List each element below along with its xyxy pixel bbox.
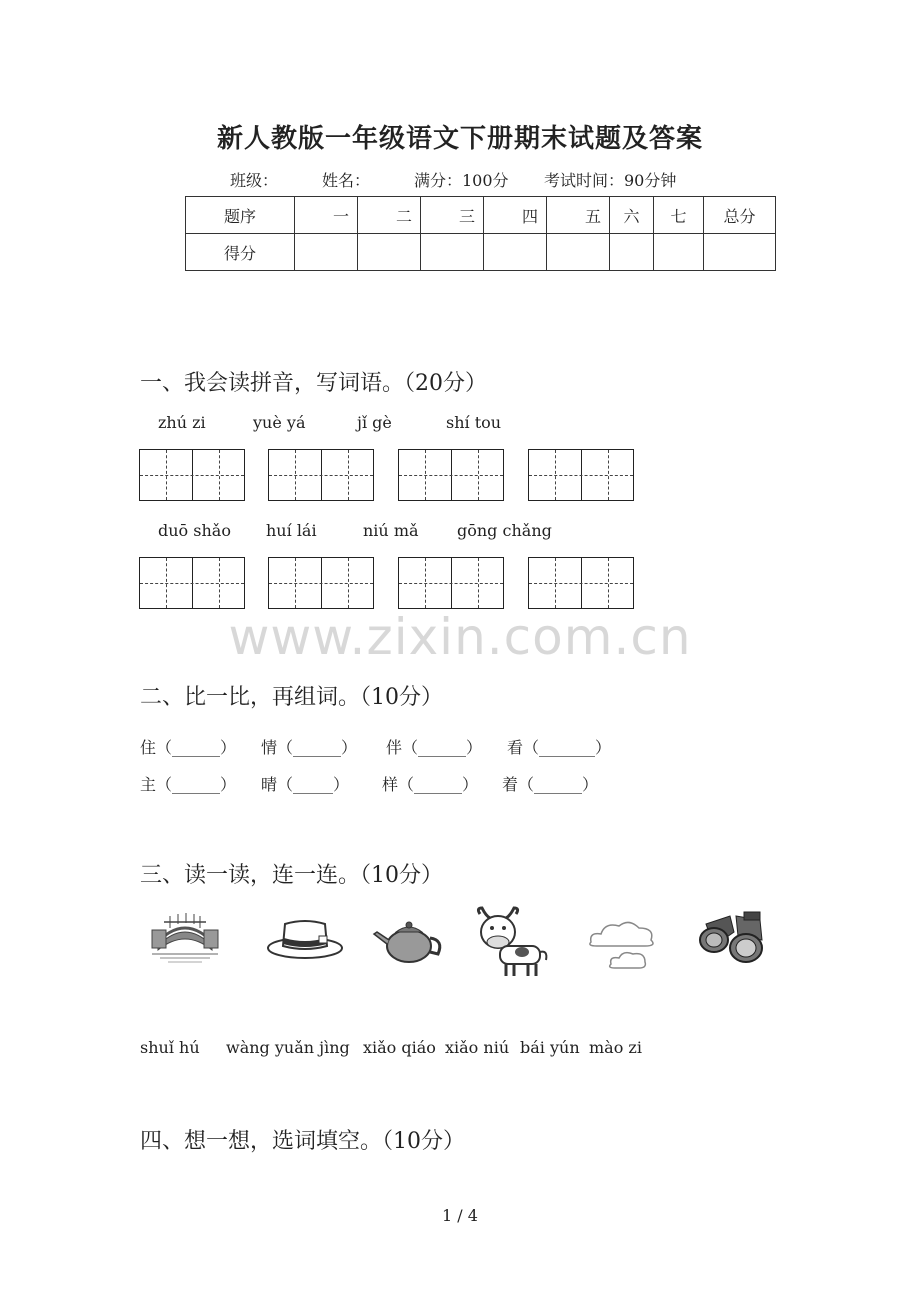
- page-title: 新人教版一年级语文下册期末试题及答案: [216, 124, 703, 154]
- section2-heading: 二、比一比，再组词。（10分）: [140, 685, 443, 710]
- score-input-cell[interactable]: [421, 234, 484, 271]
- section4-heading: 四、想一想，选词填空。（10分）: [140, 1129, 465, 1154]
- score-input-cell[interactable]: [654, 234, 704, 271]
- pinyin-label: huí lái: [266, 521, 317, 540]
- exam-time: 考试时间：90分钟: [544, 171, 677, 190]
- bridge-icon: [150, 908, 220, 964]
- score-input-cell[interactable]: [547, 234, 610, 271]
- cloud-icon: [585, 916, 661, 972]
- pinyin-word: xiǎo qiáo: [363, 1038, 436, 1057]
- score-header-cell: 六: [610, 197, 654, 234]
- writing-grid[interactable]: [268, 557, 374, 609]
- score-input-cell[interactable]: [295, 234, 358, 271]
- score-header-cell: 题序: [186, 197, 295, 234]
- pinyin-label: zhú zi: [158, 413, 206, 432]
- score-table-row: [186, 234, 776, 271]
- score-input-cell[interactable]: [704, 234, 776, 271]
- pinyin-label: jǐ gè: [357, 413, 392, 432]
- page-number: 1 / 4: [442, 1206, 478, 1225]
- pinyin-word: mào zi: [589, 1038, 642, 1057]
- pinyin-label: yuè yá: [253, 413, 306, 432]
- writing-grid[interactable]: [398, 557, 504, 609]
- pinyin-label: niú mǎ: [363, 521, 419, 540]
- word-blank[interactable]: 样（______）: [382, 775, 479, 794]
- full-score: 满分：100分: [414, 171, 509, 190]
- pinyin-word: wàng yuǎn jìng: [226, 1038, 350, 1057]
- section1-heading: 一、我会读拼音，写词语。（20分）: [140, 371, 487, 396]
- writing-grid[interactable]: [398, 449, 504, 501]
- pinyin-label: shí tou: [446, 413, 502, 432]
- calf-icon: [470, 906, 552, 982]
- pinyin-word: bái yún: [520, 1038, 580, 1057]
- watermark: www.zixin.com.cn: [228, 608, 692, 666]
- score-header-cell: 三: [421, 197, 484, 234]
- score-input-cell[interactable]: [610, 234, 654, 271]
- score-table-header-row: [186, 197, 776, 234]
- pinyin-label: duō shǎo: [158, 521, 231, 540]
- exam-info: [230, 168, 676, 191]
- word-blank[interactable]: 伴（______）: [386, 738, 483, 757]
- word-blank[interactable]: 晴（_____）: [261, 775, 350, 794]
- teapot-icon: [372, 918, 446, 966]
- writing-grid[interactable]: [139, 557, 245, 609]
- name-label: 姓名：: [322, 171, 371, 190]
- score-input-cell[interactable]: [484, 234, 547, 271]
- pinyin-word: shuǐ hú: [140, 1038, 200, 1057]
- score-header-cell: 二: [358, 197, 421, 234]
- score-header-cell: 七: [654, 197, 704, 234]
- writing-grid[interactable]: [528, 449, 634, 501]
- word-blank[interactable]: 情（______）: [261, 738, 358, 757]
- word-blank[interactable]: 着（______）: [502, 775, 599, 794]
- pinyin-label: gōng chǎng: [457, 521, 552, 540]
- word-blank[interactable]: 看（_______）: [507, 738, 612, 757]
- score-header-cell: 一: [295, 197, 358, 234]
- score-header-cell: 五: [547, 197, 610, 234]
- class-label: 班级：: [230, 171, 279, 190]
- writing-grid[interactable]: [268, 449, 374, 501]
- score-table: [185, 196, 776, 271]
- word-blank[interactable]: 住（______）: [140, 738, 237, 757]
- hat-icon: [266, 916, 344, 962]
- pinyin-word: xiǎo niú: [445, 1038, 510, 1057]
- word-blank[interactable]: 主（______）: [140, 775, 237, 794]
- section3-heading: 三、读一读，连一连。（10分）: [140, 863, 443, 888]
- writing-grid[interactable]: [139, 449, 245, 501]
- score-header-cell: 四: [484, 197, 547, 234]
- score-input-cell[interactable]: [358, 234, 421, 271]
- score-header-cell: 总分: [704, 197, 776, 234]
- score-row-label: 得分: [186, 234, 295, 271]
- binoculars-icon: [696, 910, 770, 968]
- writing-grid[interactable]: [528, 557, 634, 609]
